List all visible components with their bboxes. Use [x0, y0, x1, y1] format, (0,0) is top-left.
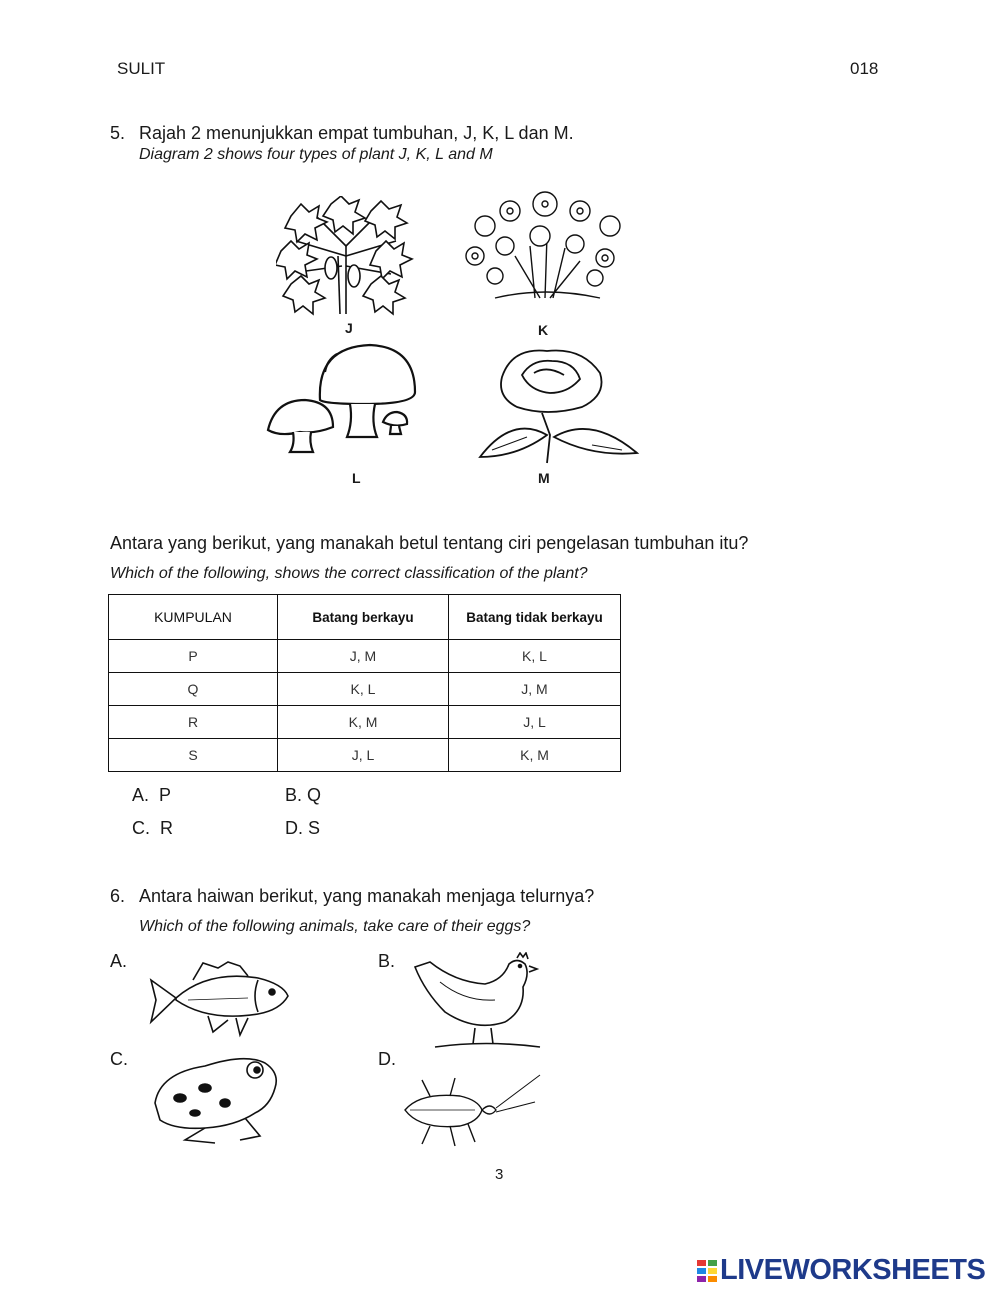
plant-l-label: L [352, 470, 361, 486]
header-left: SULIT [117, 59, 166, 78]
liveworksheets-brand: LIVEWORKSHEETS [720, 1254, 986, 1286]
q5-question-english: Which of the following, shows the correct classification of the plant? [110, 565, 588, 582]
table-cell: R [109, 706, 278, 739]
q5-question-malay: Antara yang berikut, yang manakah betul tentang ciri pengelasan tumbuhan itu? [110, 533, 749, 553]
plant-k-label: K [538, 322, 549, 338]
table-cell: K, M [449, 739, 621, 772]
liveworksheets-logo [697, 1254, 985, 1287]
table-cell: J, M [449, 673, 621, 706]
plant-m-image [472, 345, 642, 465]
q6-option-c[interactable]: C. [110, 1049, 128, 1069]
table-header: Batang tidak berkayu [449, 595, 621, 640]
liveworksheets-icon [697, 1257, 717, 1279]
q6-option-a[interactable]: A. [110, 951, 128, 971]
table-row [109, 673, 621, 706]
plant-k-image [455, 186, 635, 306]
q6-text-english: Which of the following animals, take care of their eggs? [139, 918, 531, 935]
table-cell: K, L [449, 640, 621, 673]
q5-number: 5. [110, 123, 126, 143]
table-row [109, 706, 621, 739]
table-cell: Q [109, 673, 278, 706]
table-cell: J, M [278, 640, 449, 673]
table-row [109, 640, 621, 673]
q5-text-english: Diagram 2 shows four types of plant J, K, L and M [139, 146, 493, 163]
q5-option-a[interactable]: A. P [132, 785, 172, 805]
table-header: KUMPULAN [109, 595, 278, 640]
plant-l-image [265, 342, 420, 467]
table-cell: S [109, 739, 278, 772]
q5-option-d[interactable]: D. S [285, 818, 321, 838]
fish-image [148, 960, 293, 1040]
q6-option-b[interactable]: B. [378, 951, 396, 971]
hen-image [405, 952, 545, 1052]
table-header: Batang berkayu [278, 595, 449, 640]
table-row [109, 739, 621, 772]
header-right: 018 [850, 59, 879, 78]
cockroach-image [400, 1072, 545, 1162]
table-cell: P [109, 640, 278, 673]
table-cell: J, L [278, 739, 449, 772]
table-header-row [109, 595, 621, 640]
q6-option-d[interactable]: D. [378, 1049, 396, 1069]
q5-text-malay: Rajah 2 menunjukkan empat tumbuhan, J, K, L dan M. [139, 123, 574, 143]
classification-table [108, 594, 621, 772]
page-number: 3 [495, 1166, 504, 1183]
table-cell: K, L [278, 673, 449, 706]
q5-option-b[interactable]: B. Q [285, 785, 322, 805]
plant-m-label: M [538, 470, 550, 486]
plant-j-label: J [345, 320, 353, 336]
q6-text-malay: Antara haiwan berikut, yang manakah menjaga telurnya? [139, 886, 595, 906]
table-cell: J, L [449, 706, 621, 739]
frog-image [145, 1048, 290, 1148]
q5-option-c[interactable]: C. R [132, 818, 174, 838]
q6-number: 6. [110, 886, 126, 906]
table-cell: K, M [278, 706, 449, 739]
plant-j-image [276, 196, 416, 316]
